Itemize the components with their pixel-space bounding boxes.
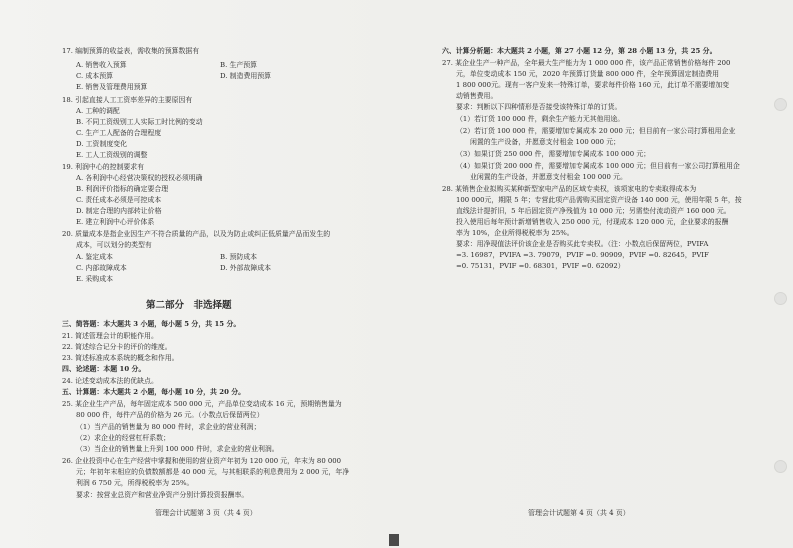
question-19: 19. 利润中心的控制要求有 xyxy=(62,163,145,171)
question-26-cont2: 利润 6 750 元，所得税税率为 25%。 xyxy=(76,479,194,487)
question-20-cont: 成本，可以划分的类型有 xyxy=(76,241,152,249)
question-28: 28. 某销售企业拟购买某种新型家电产品的区域专卖权，该项家电的专卖取得成本为 xyxy=(442,185,697,193)
section-title-part2: 第二部分 非选择题 xyxy=(146,300,232,311)
option-19c: C. 责任成本必须是可控成本 xyxy=(76,196,162,204)
section-3-heading: 三、简答题：本大题共 3 小题，每小题 5 分，共 15 分。 xyxy=(62,320,241,328)
option-20a: A. 鉴定成本 xyxy=(76,253,113,261)
question-28-cont4: 率为 10%，企业所得税税率为 25%。 xyxy=(456,229,574,237)
section-6-heading: 六、计算分析题：本大题共 2 小题，第 27 小题 12 分，第 28 小题 13 分，共 25 分。 xyxy=(442,47,717,55)
question-25-part2: （2）求企业的经营杠杆系数； xyxy=(76,434,170,442)
question-21: 21. 简述管理会计的职能作用。 xyxy=(62,332,158,340)
option-17c: C. 成本预算 xyxy=(76,72,113,80)
question-25-cont: 80 000 件，每件产品的价格为 26 元。（小数点后保留两位） xyxy=(76,411,264,419)
question-27-case3: （3）如果订货 250 000 件，需要增加专属成本 100 000 元； xyxy=(456,150,651,158)
question-25-part3: （3）当企业的销售量上升到 100 000 件时，求企业的营业利润。 xyxy=(76,445,279,453)
option-18e: E. 工人工资级别的调整 xyxy=(76,151,148,159)
option-18c: C. 生产工人配备的合理程度 xyxy=(76,129,162,137)
question-25-part1: （1）当产品的销售量为 80 000 件时，求企业的营业利润； xyxy=(76,423,261,431)
question-23: 23. 简述标准成本系统的概念和作用。 xyxy=(62,354,179,362)
option-20d: D. 外部故障成本 xyxy=(220,264,272,272)
question-24: 24. 论述变动成本法的优缺点。 xyxy=(62,377,158,385)
question-25: 25. 某企业生产产品，每年固定成本 500 000 元，产品单位变动成本 16 元，预期销售量为 xyxy=(62,400,342,408)
option-19a: A. 各利润中心经营决策权的授权必须明确 xyxy=(76,174,203,182)
question-27-case2-cont: 闲置的生产设备，并愿意支付租金 100 000 元； xyxy=(470,138,621,146)
binding-hole-2 xyxy=(774,292,787,305)
question-27-cont2: 1 800 000元。现有一客户发来一特殊订单，要求每件价格 160 元，此订单不需要增加变 xyxy=(456,81,730,89)
question-27-requirement: 要求：判断以下四种情形是否接受该特殊订单的订货。 xyxy=(456,103,622,111)
page-footer-3: 管理会计试题第 3 页（共 4 页） xyxy=(155,509,257,517)
question-28-requirement: 要求：用净现值法评价该企业是否购买此专卖权。（注：小数点后保留两位，PVIFA xyxy=(456,240,709,248)
option-19e: E. 建立利润中心评价体系 xyxy=(76,218,155,226)
question-27-cont3: 动销售费用。 xyxy=(456,92,498,100)
question-27-case1: （1）若订货 100 000 件，剩余生产能力无其他用途。 xyxy=(456,115,625,123)
question-20: 20. 质量成本是指企业因生产不符合质量的产品，以及为防止或纠正低质量产品而发生的 xyxy=(62,230,331,238)
section-5-heading: 五、计算题：本大题共 2 小题，每小题 10 分，共 20 分。 xyxy=(62,388,246,396)
question-27-cont1: 元，单位变动成本 150 元，2020 年预算订货量 800 000 件，全年预算固定制造费用 xyxy=(456,70,720,78)
question-18: 18. 引起直接人工工资率差异的主要原因有 xyxy=(62,96,193,104)
section-4-heading: 四、论述题：本题 10 分。 xyxy=(62,365,146,373)
option-20c: C. 内部故障成本 xyxy=(76,264,127,272)
question-27-case4: （4）如果订货 200 000 件，需要增加专属成本 100 000 元；但目前有一家公司打算租用企 xyxy=(456,162,740,170)
option-19b: B. 利润评价指标的确定要合理 xyxy=(76,185,169,193)
option-17a: A. 销售收入预算 xyxy=(76,61,127,69)
question-28-cont1: 100 000元，期限 5 年；专营此项产品需购买固定资产设备 140 000 元，使用年限 5 年，按 xyxy=(456,196,742,204)
option-18d: D. 工资制度变化 xyxy=(76,140,128,148)
question-17: 17. 编制预算的收益表，需收集的预算数据有 xyxy=(62,47,200,55)
question-27: 27. 某企业生产一种产品，全年最大生产能力为 1 000 000 件，该产品正常销售价格每件 200 xyxy=(442,59,731,67)
binding-hole-3 xyxy=(774,460,787,473)
question-28-factors2: =0. 75131，PVIF =0. 68301，PVIF =0. 62092） xyxy=(456,262,625,270)
option-20b: B. 预防成本 xyxy=(220,253,258,261)
question-26: 26. 企业投资中心在生产经营中掌握和使用的营业资产年初为 120 000 元，年末为 80 000 xyxy=(62,457,342,465)
question-28-cont3: 投入使用后每年预计新增销售收入 250 000 元，付现成本 120 000 元，企业要求的报酬 xyxy=(456,218,729,226)
option-17b: B. 生产预算 xyxy=(220,61,258,69)
question-28-cont2: 直线法计提折旧，5 年后固定资产净残值为 10 000 元；另需垫付流动资产 160 000 元。 xyxy=(456,207,731,215)
question-22: 22. 简述综合记分卡的评价的维度。 xyxy=(62,343,172,351)
question-27-case4-cont: 业闲置的生产设备，并愿意支付租金 100 000 元。 xyxy=(470,173,627,181)
option-17d: D. 制造费用预算 xyxy=(220,72,272,80)
option-18a: A. 工种的调配 xyxy=(76,107,120,115)
page-footer-4: 管理会计试题第 4 页（共 4 页） xyxy=(528,509,630,517)
scan-marker xyxy=(389,534,399,546)
question-27-case2: （2）若订货 100 000 件，需要增加专属成本 20 000 元；但目前有一家公司打算租用企业 xyxy=(456,127,736,135)
binding-hole-1 xyxy=(774,98,787,111)
option-18b: B. 不同工资级别工人实际工时比例的变动 xyxy=(76,118,203,126)
question-28-factors1: =3. 16987，PVIFA =3. 79079，PVIF =0. 90909，PVIF =0. 82645，PVIF xyxy=(456,251,709,259)
option-20e: E. 采购成本 xyxy=(76,275,113,283)
option-17e: E. 销售及管理费用预算 xyxy=(76,83,148,91)
question-26-requirement: 要求：按营业总资产和营业净资产分别计算投资报酬率。 xyxy=(76,491,249,499)
option-19d: D. 制定合理的内部转让价格 xyxy=(76,207,162,215)
question-26-cont1: 元；年初年末相应的负债数额都是 40 000 元，与其相联系的利息费用为 2 000 元，年净 xyxy=(76,468,350,476)
